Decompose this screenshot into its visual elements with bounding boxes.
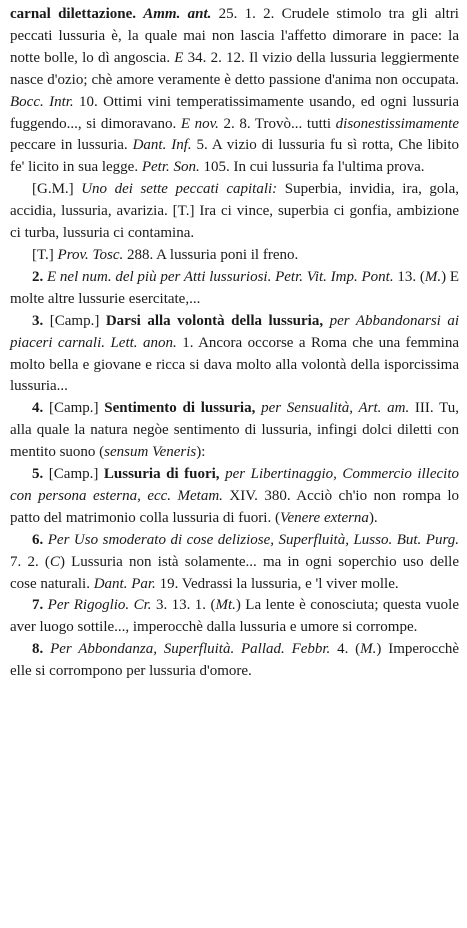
entry-paragraph bbox=[10, 267, 459, 311]
text-segment: Darsi alla volontà della lussuria, bbox=[105, 312, 324, 329]
entry-paragraph bbox=[10, 311, 459, 399]
text-segment: [Camp.] bbox=[49, 312, 106, 329]
text-segment: Superbia, invidia, ira, gola, accidia, lussuria, avarizia. [T.] Ira ci vince, superbia ci gonfia, ambizione ci turba, lussuria ci contamina. bbox=[10, 181, 459, 242]
text-segment: E bbox=[174, 49, 184, 66]
entry-paragraph bbox=[10, 639, 459, 683]
text-segment: Uno dei sette peccati capitali: bbox=[81, 181, 278, 198]
text-segment: 288. A lussuria poni il freno. bbox=[123, 246, 299, 263]
entry-paragraph bbox=[10, 595, 459, 639]
text-segment: 105. In cui lussuria fa l'ultima prova. bbox=[199, 159, 425, 176]
text-segment: 8. bbox=[32, 641, 51, 658]
text-segment: 10. Ottimi vini temperatissimamente usando, ed ogni lussuria fuggendo..., si dimoravano. bbox=[10, 93, 459, 132]
text-segment: 13. ( bbox=[393, 268, 425, 285]
text-segment: Bocc. Intr. bbox=[10, 93, 74, 110]
text-segment: peccare in lussuria. bbox=[10, 137, 133, 154]
entry-paragraph bbox=[10, 245, 459, 267]
text-segment: 34. 2. 12. Il vizio della lussuria leggiermente nasce d'ozio; chè amore veramente è detto passione d'anima non occupata. bbox=[10, 49, 459, 88]
text-segment: M. bbox=[360, 641, 377, 658]
text-segment: 7. 2. ( bbox=[10, 553, 50, 570]
text-segment: 5. A vizio di lussuria fu sì rotta, Che libito fe' licito in sua legge. bbox=[10, 137, 459, 176]
text-segment: E nov. bbox=[180, 115, 219, 132]
text-segment: ) Imperocchè elle si corrompono per lussuria d'omore. bbox=[10, 641, 460, 680]
text-segment: 19. Vedrassi la lussuria, e 'l viver molle. bbox=[155, 575, 399, 592]
text-segment: 2. 8. Trovò... tutti bbox=[218, 115, 336, 132]
text-segment: sensum Veneris bbox=[104, 444, 197, 461]
text-segment: disonestissimamente bbox=[335, 115, 459, 132]
text-segment: ): bbox=[196, 444, 206, 461]
text-segment: Per Uso smoderato di cose deliziose, Superfluità, Lusso. But. Purg. bbox=[47, 531, 460, 548]
text-segment: per Abbandonarsi ai piaceri carnali. Lett. anon. bbox=[10, 312, 459, 351]
text-segment: Mt. bbox=[215, 597, 236, 614]
text-segment: carnal dilettazione. bbox=[10, 6, 144, 22]
text-segment: Sentimento di lussuria, bbox=[104, 400, 256, 417]
text-segment: Lussuria di fuori, bbox=[103, 466, 220, 483]
entry-paragraph bbox=[10, 530, 459, 596]
text-segment: III. Tu, alla quale la natura negòe sentimento di lussuria, infingi dolci diletti con mentito suono ( bbox=[10, 400, 459, 461]
text-segment: 2. bbox=[32, 268, 48, 285]
text-segment: per Libertinaggio, Commercio illecito con persona esterna, ecc. Metam. bbox=[10, 466, 460, 504]
text-segment: ) E molte altre lussurie esercitate,... bbox=[10, 268, 460, 307]
entry-paragraph bbox=[10, 464, 459, 530]
entry-paragraph bbox=[10, 179, 459, 245]
text-segment: Dant. Par. bbox=[93, 575, 156, 592]
text-segment: Per Rigoglio. Cr. bbox=[47, 597, 152, 614]
text-segment: Petr. Son. bbox=[141, 159, 200, 176]
text-segment: [Camp.] bbox=[48, 466, 104, 483]
text-segment: ). bbox=[368, 509, 378, 526]
text-segment: per Sensualità, Art. am. bbox=[255, 400, 410, 417]
text-segment: M. bbox=[424, 268, 442, 285]
text-segment: [G.M.] bbox=[32, 181, 82, 198]
entry-paragraph bbox=[10, 4, 459, 179]
text-segment: 25. 1. 2. Crudele stimolo tra gli altri peccati lussuria è, la quale mai non lascia l'affetto dimorare in pace: la notte bolle, lo dì angoscia. bbox=[10, 6, 459, 66]
text-segment: 4. ( bbox=[330, 641, 361, 658]
text-segment: C bbox=[49, 553, 60, 570]
text-segment: 4. bbox=[32, 400, 49, 417]
text-segment: Per Abbondanza, Superfluità. Pallad. Febbr. bbox=[50, 641, 331, 658]
text-segment: 1. Ancora occorse a Roma che una femmina molto bella e giovane e ricca si dava molto alla volontà della isporcissima lussuria... bbox=[10, 334, 459, 395]
text-segment: Venere externa bbox=[279, 509, 369, 526]
text-segment: 3. 13. 1. ( bbox=[151, 597, 216, 614]
text-segment: 3. bbox=[32, 312, 50, 329]
text-segment: 7. bbox=[32, 597, 48, 614]
text-segment: 5. bbox=[32, 466, 49, 483]
entry-paragraph bbox=[10, 398, 459, 464]
text-segment: XIV. 380. Acciò ch'io non rompa lo patto del matrimonio colla lussuria di fuori. ( bbox=[10, 487, 459, 526]
text-segment: ) Lussuria non istà solamente... ma in ogni soperchio uso delle cose naturali. bbox=[10, 553, 460, 592]
text-segment: 6. bbox=[32, 531, 48, 548]
text-segment: Prov. Tosc. bbox=[57, 246, 124, 263]
text-segment: Amm. ant. bbox=[143, 6, 212, 22]
text-segment: [Camp.] bbox=[48, 400, 105, 417]
text-segment: ) La lente è conosciuta; questa vuole aver luogo sottile..., imperocchè dalla lussuria e umore si corrompe. bbox=[10, 597, 459, 636]
text-segment: E nel num. del più per Atti lussuriosi. Petr. Vit. Imp. Pont. bbox=[47, 268, 394, 285]
text-segment: Dant. Inf. bbox=[132, 137, 192, 154]
text-segment: [T.] bbox=[32, 246, 58, 263]
